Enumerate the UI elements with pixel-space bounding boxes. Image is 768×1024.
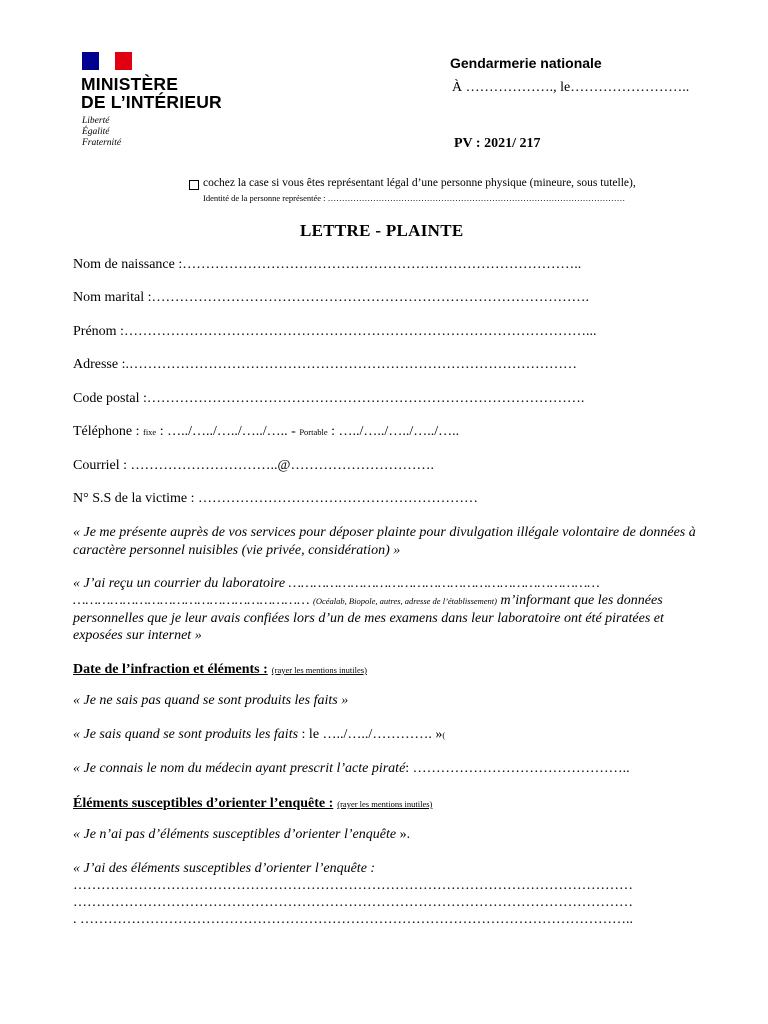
section-date-note: (rayer les mentions inutiles) (271, 665, 367, 675)
telephone-fixe-label: fixe (142, 427, 157, 437)
date-option-known (73, 727, 445, 743)
republique-flag-logo (82, 52, 132, 70)
flag-red-band (115, 52, 132, 70)
field-code-postal[interactable]: Code postal :…………………………………………………………………………………. (73, 391, 585, 406)
pv-number: PV : 2021/ 217 (454, 136, 541, 151)
date-option-doctor-quote: « Je connais le nom du médecin ayant prescrit l’acte piraté (73, 761, 406, 776)
section-enquete-heading: Éléments susceptibles d’orienter l’enquête : (73, 796, 334, 811)
ministry-name (81, 75, 222, 111)
telephone-portable-value: : …../…../…../…../….. (327, 424, 460, 439)
republic-motto (82, 116, 121, 149)
enquete-option-none (73, 827, 410, 843)
enquete-dotted-line-2[interactable]: ………………………………………………………………………………………………………… (73, 895, 633, 910)
motto-fraternite: Fraternité (82, 138, 122, 148)
date-option-unknown: « Je ne sais pas quand se sont produits les faits » (73, 693, 349, 708)
checkbox-label: cochez la case si vous êtes représentant légal d’une personne physique (mineure, sous tutelle), (203, 177, 636, 189)
telephone-fixe-value: : …../…../…../…../….. - (156, 424, 300, 439)
field-courriel[interactable]: Courriel : …………………………..@…………………………. (73, 458, 434, 473)
section-date-heading-row (73, 660, 367, 678)
date-option-doctor (73, 761, 630, 777)
motto-egalite: Égalité (82, 127, 110, 137)
place-date-line: À ………………., le…………………….. (452, 80, 690, 95)
flag-blue-band (82, 52, 99, 70)
field-prenom[interactable]: Prénom :………………………………………………………………………………………... (73, 324, 597, 339)
motto-liberte: Liberté (82, 116, 110, 126)
flag-white-band (99, 52, 115, 70)
date-option-known-quote: « Je sais quand se sont produits les faits (73, 727, 299, 742)
courrier-part-3: m’informant que les données personnelles que je leur avais confiées lors d’un de mes examens dans leur laboratoire ont été piratées et exposées sur internet » (73, 593, 664, 643)
field-nom-marital[interactable]: Nom marital :…………………………………………………………………………………. (73, 290, 590, 305)
service-name: Gendarmerie nationale (450, 55, 602, 71)
courrier-paragraph (73, 575, 698, 644)
field-adresse[interactable]: Adresse :.…………………………………………………………………………………… (73, 357, 577, 372)
enquete-option-none-quote: « Je n’ai pas d’éléments susceptibles d’orienter l’enquête (73, 827, 397, 842)
enquete-option-some: « J’ai des éléments susceptibles d’orienter l’enquête : (73, 861, 376, 876)
enquete-option-none-end: ». (396, 827, 411, 842)
courrier-part-2: ………………………………………………… (73, 593, 314, 608)
enquete-dotted-line-3[interactable]: . ……………………………………………………………………………………………………….. (73, 912, 633, 927)
telephone-label: Téléphone : (73, 424, 143, 439)
field-numero-securite-sociale[interactable]: N° S.S de la victime : …………………………………………………… (73, 491, 478, 506)
enquete-dotted-line-1[interactable]: ………………………………………………………………………………………………………… (73, 878, 633, 893)
section-enquete-note: (rayer les mentions inutiles) (337, 799, 433, 809)
date-option-doctor-value: : ……………………………………….. (405, 761, 630, 776)
ministry-line-2: DE L’INTÉRIEUR (81, 92, 222, 112)
date-option-known-paren: ( (442, 730, 446, 740)
ministry-line-1: MINISTÈRE (81, 74, 179, 94)
legal-representative-checkbox[interactable] (189, 180, 199, 190)
section-date-heading: Date de l’infraction et éléments : (73, 662, 268, 677)
courrier-part-1: « J’ai reçu un courrier du laboratoire ………………………………………………………………… (73, 576, 600, 591)
field-nom-naissance[interactable]: Nom de naissance :………………………………………………………………………….. (73, 257, 582, 272)
section-enquete-heading-row (73, 794, 432, 812)
identity-represented-line: Identité de la personne représentée : …………………………………………………………………………………………… (203, 193, 626, 203)
telephone-portable-label: Portable (299, 427, 328, 437)
field-telephone[interactable] (73, 424, 459, 440)
courrier-lab-note: (Océalab, Biopole, autres, adresse de l’établissement) (313, 596, 497, 606)
document-title: LETTRE - PLAINTE (300, 221, 464, 240)
declaration-paragraph: « Je me présente auprès de vos services pour déposer plainte pour divulgation illégale volontaire de données à caractère personnel nuisibles (vie privée, considération) » (73, 525, 696, 558)
date-option-known-value: : le …../…../…………. » (298, 727, 443, 742)
